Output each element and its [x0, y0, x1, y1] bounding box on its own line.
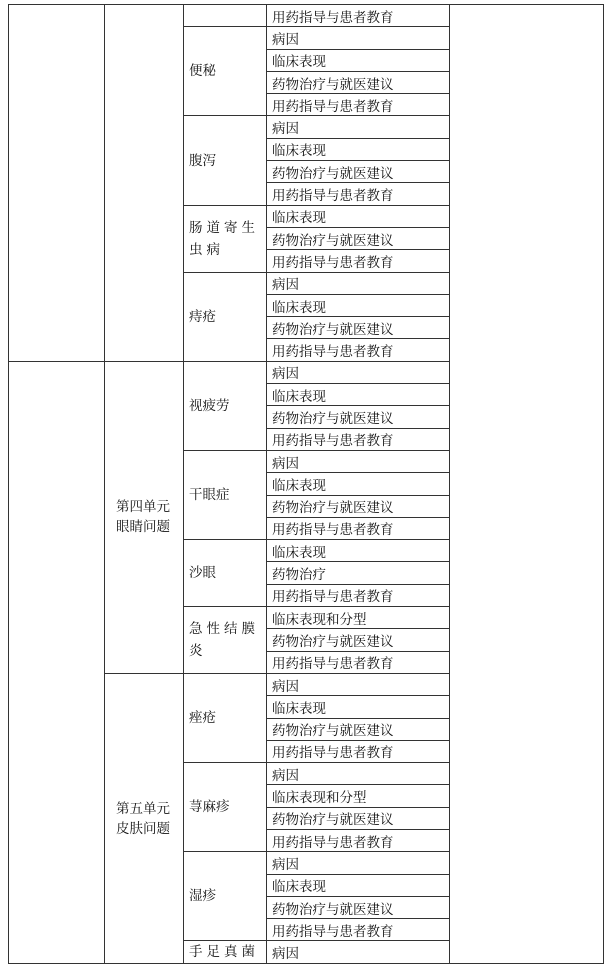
subunit-cell [184, 5, 267, 27]
content-cell: 临床表现 [267, 540, 450, 562]
subunit-cell: 急性结膜炎 [184, 607, 267, 674]
content-cell: 用药指导与患者教育 [267, 5, 450, 27]
content-cell: 病因 [267, 941, 450, 964]
content-cell: 临床表现和分型 [267, 607, 450, 629]
content-cell: 临床表现 [267, 473, 450, 495]
content-cell: 药物治疗与就医建议 [267, 161, 450, 183]
content-cell: 临床表现 [267, 874, 450, 896]
subunit-cell: 湿疹 [184, 852, 267, 941]
subunit-cell: 沙眼 [184, 540, 267, 607]
unit-cell [105, 673, 184, 964]
content-cell: 临床表现 [267, 49, 450, 71]
subunit-cell: 便秘 [184, 27, 267, 116]
remarks-cell [450, 5, 604, 964]
content-cell: 药物治疗与就医建议 [267, 227, 450, 249]
content-cell: 用药指导与患者教育 [267, 339, 450, 361]
content-cell: 药物治疗与就医建议 [267, 896, 450, 918]
content-cell: 病因 [267, 852, 450, 874]
content-cell: 用药指导与患者教育 [267, 919, 450, 941]
content-cell: 药物治疗与就医建议 [267, 495, 450, 517]
content-cell: 临床表现 [267, 205, 450, 227]
content-cell: 用药指导与患者教育 [267, 183, 450, 205]
content-cell: 临床表现 [267, 138, 450, 160]
subunit-cell: 手足真菌 [184, 941, 267, 964]
content-cell: 临床表现和分型 [267, 785, 450, 807]
content-cell: 临床表现 [267, 384, 450, 406]
content-cell: 药物治疗与就医建议 [267, 71, 450, 93]
content-cell: 病因 [267, 27, 450, 49]
unit-label: 第五单元皮肤问题 [116, 800, 170, 837]
subunit-cell: 视疲劳 [184, 361, 267, 450]
content-cell: 病因 [267, 272, 450, 294]
subunit-cell: 痔疮 [184, 272, 267, 361]
content-cell: 病因 [267, 116, 450, 138]
subject-cell [9, 361, 105, 964]
subunit-cell: 肠道寄生虫病 [184, 205, 267, 272]
unit-cell [105, 361, 184, 673]
syllabus-table [8, 4, 604, 964]
subject-cell [9, 5, 105, 362]
content-cell: 病因 [267, 673, 450, 695]
content-cell: 药物治疗与就医建议 [267, 406, 450, 428]
content-cell: 药物治疗与就医建议 [267, 317, 450, 339]
content-cell: 病因 [267, 361, 450, 383]
content-cell: 用药指导与患者教育 [267, 250, 450, 272]
subunit-cell: 荨麻疹 [184, 763, 267, 852]
content-cell: 病因 [267, 450, 450, 472]
content-cell: 药物治疗与就医建议 [267, 629, 450, 651]
subunit-cell: 痤疮 [184, 673, 267, 762]
table-row [9, 5, 604, 27]
content-cell: 临床表现 [267, 696, 450, 718]
content-cell: 用药指导与患者教育 [267, 829, 450, 851]
content-cell: 病因 [267, 763, 450, 785]
content-cell: 用药指导与患者教育 [267, 428, 450, 450]
content-cell: 用药指导与患者教育 [267, 651, 450, 673]
content-cell: 用药指导与患者教育 [267, 740, 450, 762]
content-cell: 用药指导与患者教育 [267, 94, 450, 116]
content-cell: 药物治疗 [267, 562, 450, 584]
content-cell: 用药指导与患者教育 [267, 517, 450, 539]
unit-label: 第四单元眼睛问题 [116, 499, 170, 536]
subunit-cell: 腹泻 [184, 116, 267, 205]
subunit-cell: 干眼症 [184, 450, 267, 539]
unit-cell [105, 5, 184, 362]
content-cell: 药物治疗与就医建议 [267, 718, 450, 740]
content-cell: 用药指导与患者教育 [267, 584, 450, 606]
content-cell: 临床表现 [267, 294, 450, 316]
content-cell: 药物治疗与就医建议 [267, 807, 450, 829]
